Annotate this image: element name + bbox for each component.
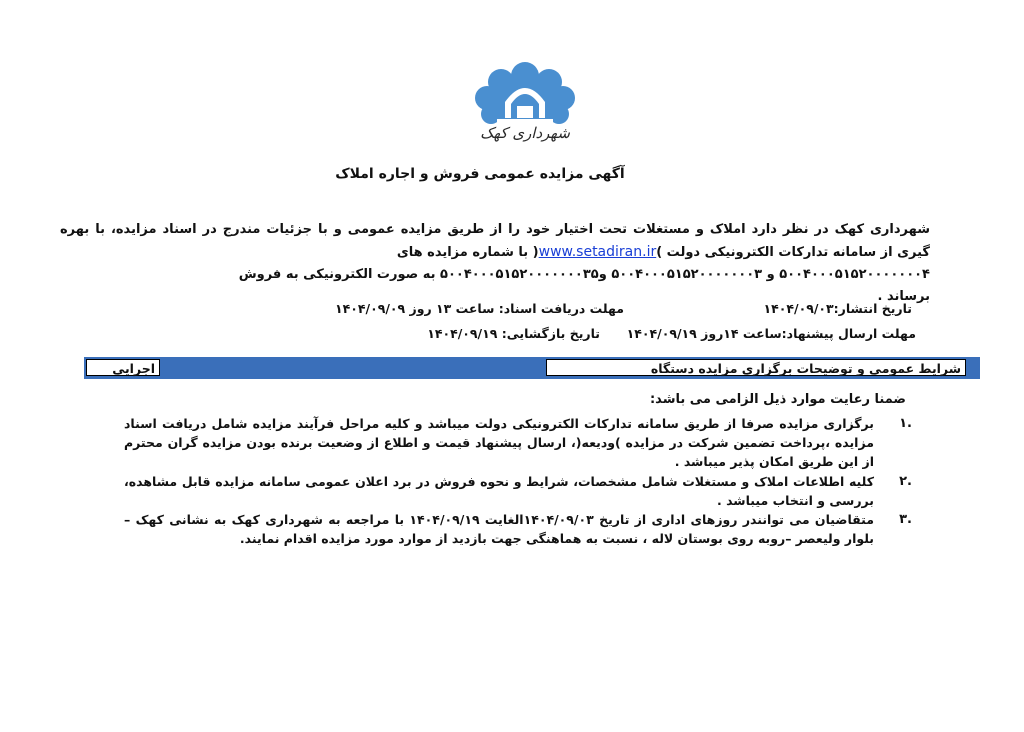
intro-paragraph xyxy=(60,219,930,308)
list-item-number: .۲ xyxy=(899,474,912,489)
opening-date: تاریخ بازگشایی: ۱۴۰۴/۰۹/۱۹ xyxy=(427,326,600,341)
list-item: متقاضیان می توانندر روزهای اداری از تاریخ ۱۴۰۴/۰۹/۰۳الغایت ۱۴۰۴/۰۹/۱۹ با مراجعه به شهرداری کهک به نشانی کهک –بلوار ولیعصر –روبه روی بوستان لاله ، نسبت به هماهنگی جهت بازدید از موارد مورد مزایده اقدام نمایند. xyxy=(124,512,874,546)
page-title: آگهی مزایده عمومی فروش و اجاره املاک xyxy=(335,166,625,182)
section-title: شرایط عمومی و توضیحات برگزاری مزایده دستگاه xyxy=(546,359,966,376)
intro-tail: برساند . xyxy=(877,289,930,304)
section-tag: اجرایی xyxy=(86,359,160,376)
publish-date: تاریخ انتشار:۱۴۰۴/۰۹/۰۳ xyxy=(763,301,912,316)
setadiran-link[interactable]: www.setadiran.ir xyxy=(538,244,657,260)
requirements-note: ضمنا رعایت موارد ذیل الزامی می باشد: xyxy=(649,392,906,407)
section-header-bar xyxy=(84,357,980,379)
offer-deadline: مهلت ارسال پیشنهاد:ساعت ۱۴روز ۱۴۰۴/۰۹/۱۹ xyxy=(626,326,916,341)
dome-flower-emblem-icon xyxy=(455,58,595,128)
logo-caption: شهرداری کهک xyxy=(480,124,570,142)
intro-text-part2: ( با شماره مزایده های xyxy=(396,245,539,260)
document-deadline: مهلت دریافت اسناد: ساعت ۱۳ روز ۱۴۰۴/۰۹/۰۹ xyxy=(334,301,624,316)
auction-numbers: ۵۰۰۴۰۰۰۵۱۵۲۰۰۰۰۰۰۰۴ و ۵۰۰۴۰۰۰۵۱۵۲۰۰۰۰۰۰۰۳ و۵۰۰۴۰۰۰۵۱۵۲۰۰۰۰۰۰۰۳۵ به صورت الکترونیکی به فروش xyxy=(238,267,930,282)
municipality-logo xyxy=(455,58,595,150)
list-item: کلیه اطلاعات املاک و مستغلات شامل مشخصات، شرایط و نحوه فروش در برد اعلان عمومی سامانه مزایده قابل مشاهده، بررسی و انتخاب میباشد . xyxy=(124,474,874,508)
list-item: برگزاری مزایده صرفا از طریق سامانه تدارکات الکترونیکی دولت میباشد و کلیه مراحل فرآیند مزایده شامل دریافت اسناد مزایده ،پرداخت تضمین شرکت در مزایده )ودیعه(، ارسال پیشنهاد قیمت و اطلاع از وضعیت برنده بودن مزایده گران محترم از این طریق امکان پذیر میباشد . xyxy=(124,416,874,469)
list-item-number: .۳ xyxy=(899,512,912,527)
list-item-number: .۱ xyxy=(899,416,912,431)
intro-text-part1: شهرداری کهک در نظر دارد املاک و مستغلات تحت اختیار خود را از طریق مزایده عمومی و با جزئیات مندرج در اسناد مزایده، با بهره گیری از سامانه تدارکات الکترونیکی دولت ) xyxy=(60,222,930,260)
